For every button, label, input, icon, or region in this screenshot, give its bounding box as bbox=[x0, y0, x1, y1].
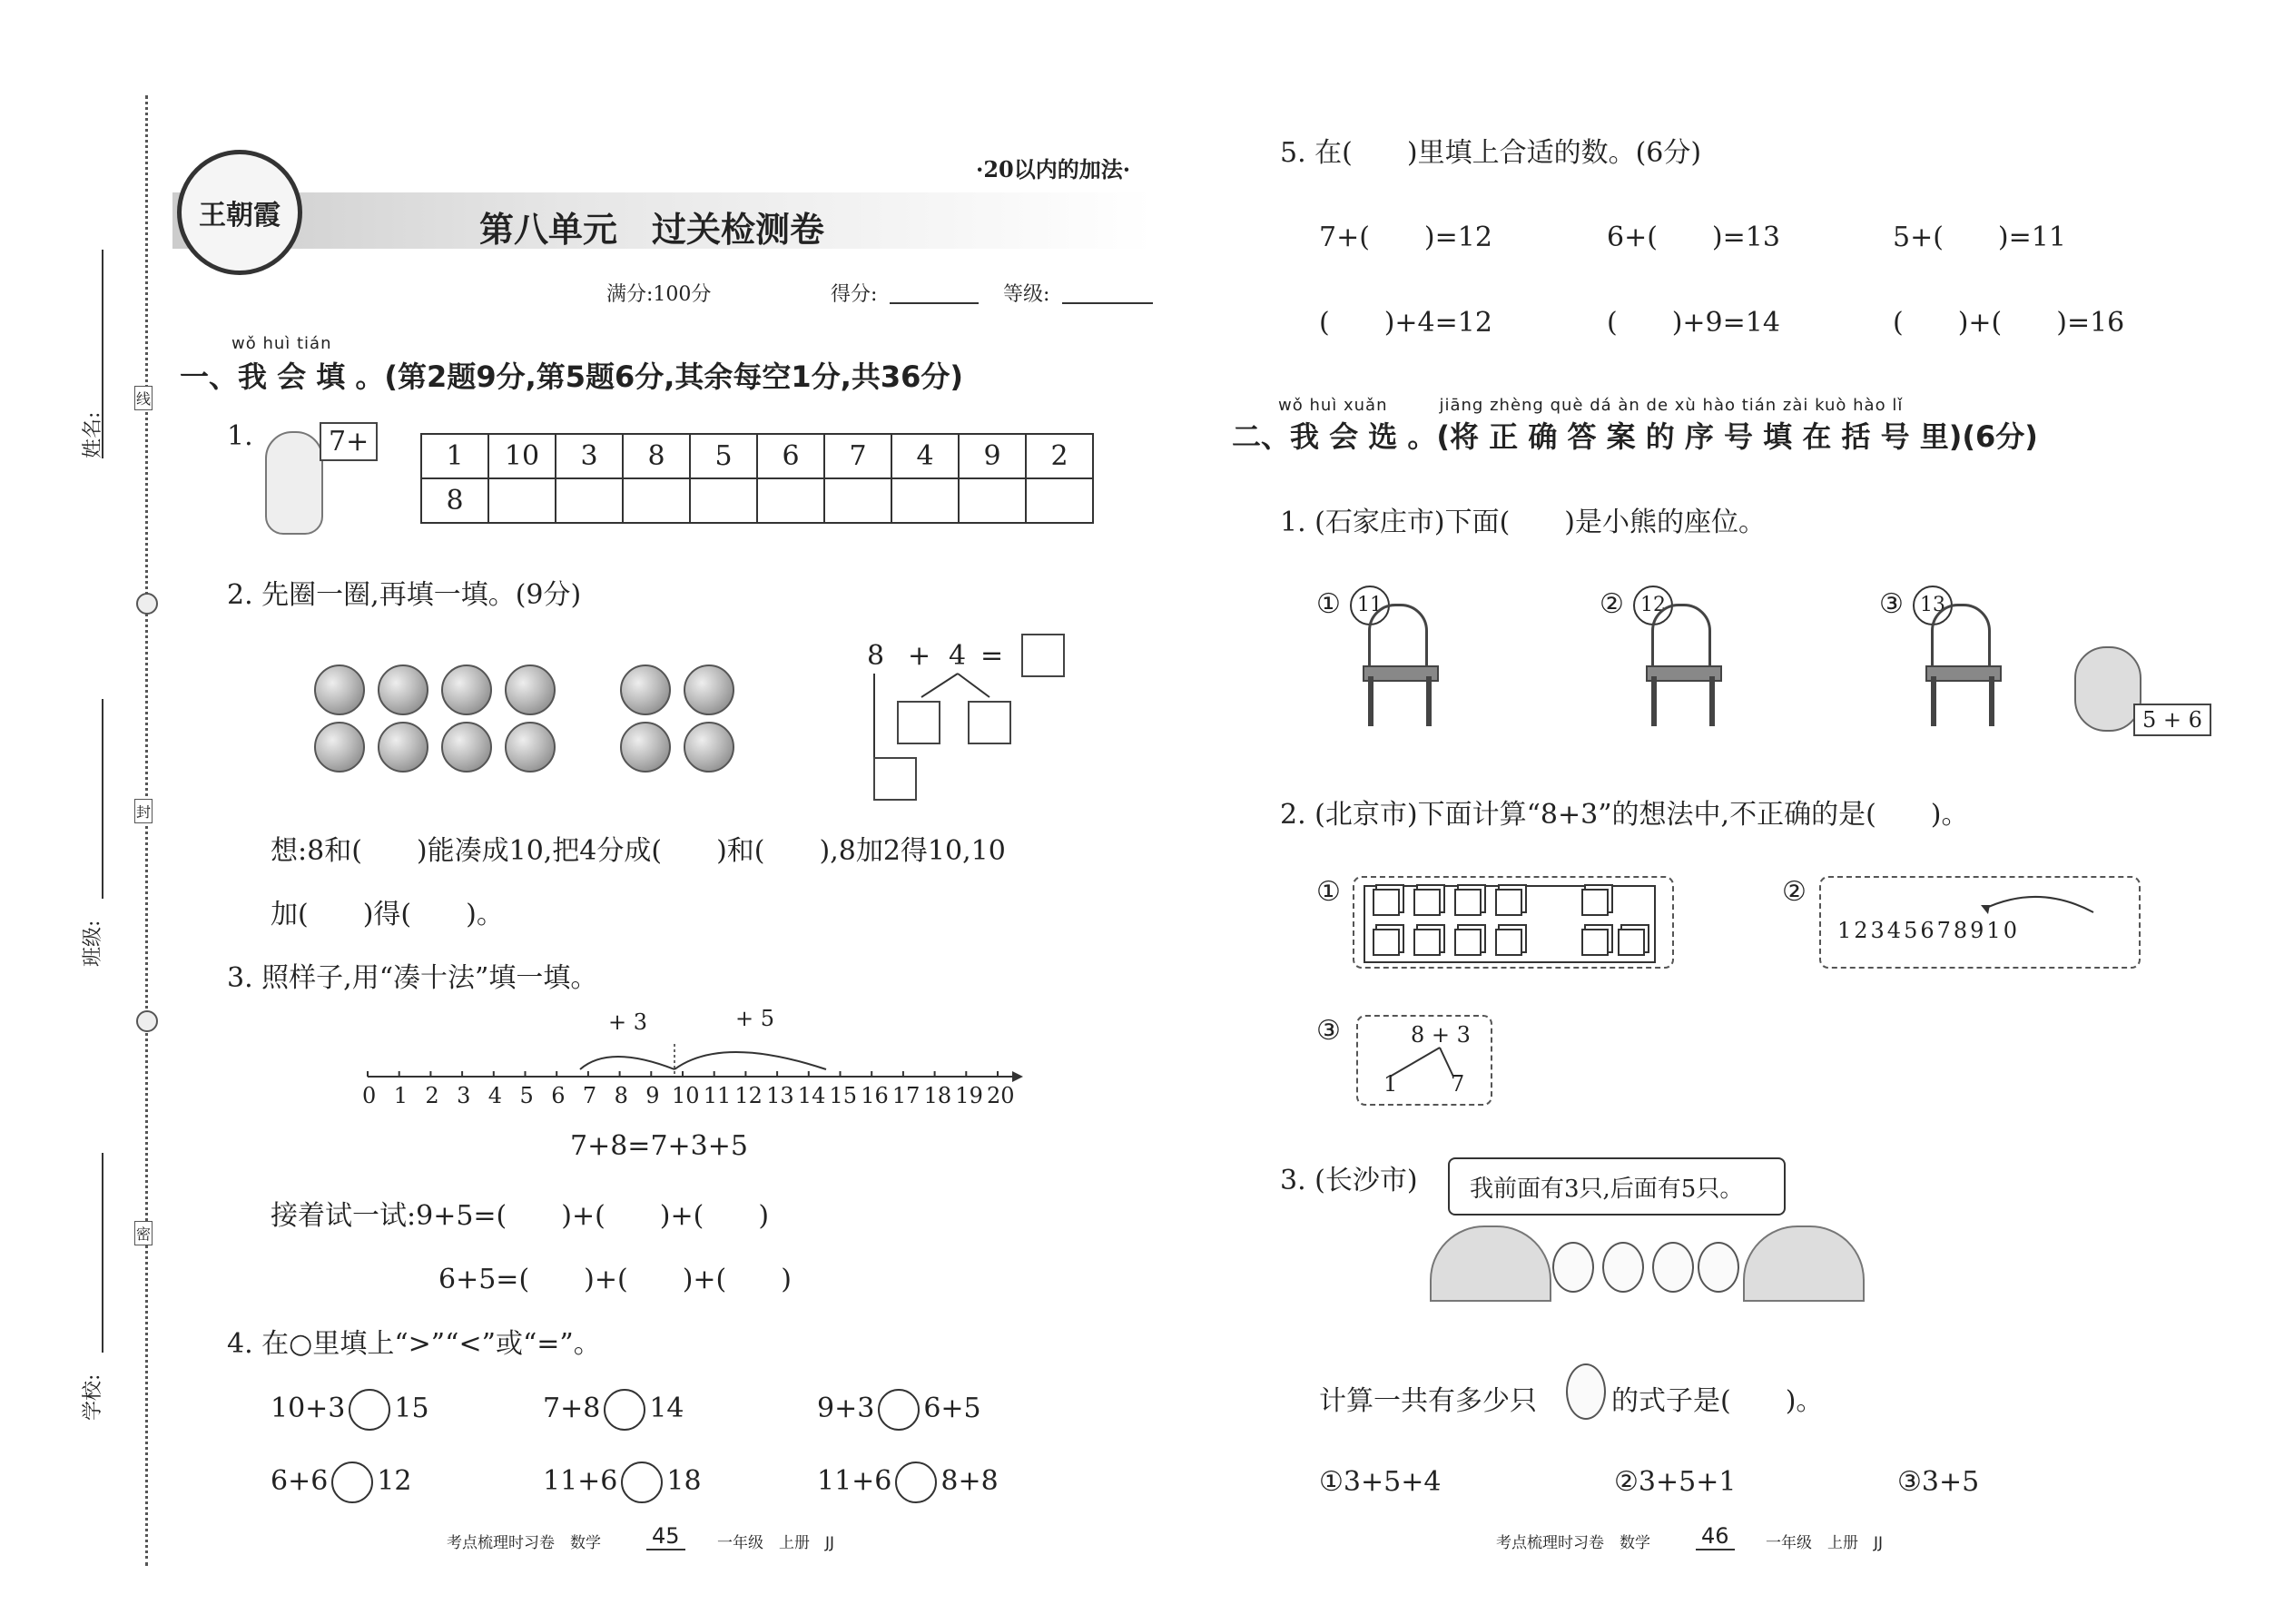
q3-arc2-label: + 5 bbox=[735, 1006, 775, 1031]
tick-label: 14 bbox=[797, 1083, 826, 1108]
c2-option-3-tree[interactable] bbox=[1356, 1015, 1492, 1106]
q4-title: 4. 在○里填上“>”“<”或“=”。 bbox=[227, 1328, 601, 1360]
q2-ten-box[interactable] bbox=[873, 757, 917, 801]
q2-title: 2. 先圈一圈,再填一填。(9分) bbox=[227, 579, 582, 611]
tick-label: 12 bbox=[734, 1083, 763, 1108]
chair-icon bbox=[1931, 604, 1991, 673]
compare-circle[interactable] bbox=[331, 1462, 373, 1503]
q2-split-box-left[interactable] bbox=[897, 701, 940, 744]
answer-cell[interactable] bbox=[891, 478, 959, 523]
tick-label: 15 bbox=[829, 1083, 858, 1108]
footer-grade: 一年级 上册 JJ bbox=[1766, 1534, 1884, 1552]
table-cell: 1 bbox=[421, 434, 488, 478]
tick-label: 2 bbox=[425, 1083, 439, 1108]
answer-cell[interactable] bbox=[556, 478, 623, 523]
ball-icon[interactable] bbox=[378, 664, 428, 715]
q2-eq-right: 4 bbox=[949, 640, 967, 672]
compare-item bbox=[817, 1462, 999, 1503]
c3-option[interactable]: ②3+5+1 bbox=[1614, 1466, 1737, 1498]
ball-icon[interactable] bbox=[505, 664, 556, 715]
grade-blank[interactable] bbox=[1062, 302, 1153, 304]
compare-right: 18 bbox=[666, 1465, 702, 1497]
class-line bbox=[102, 699, 103, 899]
tick-label: 13 bbox=[766, 1083, 794, 1108]
tree-top: 8 + 3 bbox=[1411, 1022, 1471, 1048]
cube-icon bbox=[1454, 889, 1482, 916]
compare-item bbox=[817, 1389, 981, 1431]
section2-pinyin: wǒ huì xuǎn jiāng zhèng què dá àn de xù hào tián zài kuò hào lǐ bbox=[1278, 396, 1904, 415]
speech-text: 我前面有3只,后面有5只。 bbox=[1470, 1176, 1744, 1203]
cube-icon bbox=[1495, 889, 1522, 916]
section1-pinyin: wǒ huì tián bbox=[231, 334, 332, 353]
compare-right: 14 bbox=[649, 1393, 684, 1424]
school-label: 学校: bbox=[82, 1373, 104, 1421]
table-row bbox=[421, 434, 1093, 478]
footer-grade: 一年级 上册 JJ bbox=[717, 1534, 835, 1552]
c3-option[interactable]: ③3+5 bbox=[1897, 1466, 1980, 1498]
compare-circle[interactable] bbox=[878, 1389, 920, 1431]
bear-card: 5 + 6 bbox=[2133, 704, 2211, 736]
cube-icon bbox=[1495, 929, 1522, 956]
compare-circle[interactable] bbox=[349, 1389, 390, 1431]
q5-item: ( )+9=14 bbox=[1607, 307, 1780, 339]
binding-dotted-line bbox=[145, 95, 148, 1566]
compare-left: 9+3 bbox=[817, 1393, 875, 1424]
compare-right: 12 bbox=[377, 1465, 412, 1497]
bear-icon bbox=[2074, 646, 2141, 732]
c3-question-a: 计算一共有多少只 bbox=[1319, 1385, 1537, 1417]
ball-icon[interactable] bbox=[620, 722, 671, 773]
chair-icon bbox=[1368, 604, 1428, 673]
seal-mi: 密 bbox=[134, 1221, 153, 1245]
tick-label: 18 bbox=[923, 1083, 952, 1108]
ball-icon[interactable] bbox=[441, 722, 492, 773]
c2-title: 2. (北京市)下面计算“8+3”的想法中,不正确的是( )。 bbox=[1280, 799, 1969, 831]
tree-left: 1 bbox=[1383, 1071, 1398, 1097]
chick-icon bbox=[1566, 1363, 1606, 1420]
tick-label: 20 bbox=[987, 1083, 1015, 1108]
answer-cell[interactable] bbox=[690, 478, 757, 523]
q3-arc1-label: + 3 bbox=[608, 1009, 648, 1035]
cube-icon bbox=[1581, 929, 1609, 956]
compare-item bbox=[271, 1462, 412, 1503]
compare-item bbox=[271, 1389, 429, 1431]
chair-leg bbox=[1426, 676, 1432, 726]
class-label: 班级: bbox=[82, 920, 104, 967]
answer-cell[interactable] bbox=[623, 478, 690, 523]
q1-table bbox=[420, 433, 1094, 524]
tick-label: 9 bbox=[645, 1083, 660, 1108]
chick-icon bbox=[1652, 1242, 1694, 1293]
compare-circle[interactable] bbox=[895, 1462, 937, 1503]
chick-icon bbox=[1552, 1242, 1594, 1293]
chair-option-3[interactable] bbox=[1913, 586, 2004, 726]
q2-eq-left: 8 bbox=[867, 640, 885, 672]
q2-sum-box[interactable] bbox=[1021, 634, 1065, 677]
ball-icon[interactable] bbox=[378, 722, 428, 773]
school-line bbox=[102, 1153, 103, 1353]
cube-icon bbox=[1581, 889, 1609, 916]
q3-title: 3. 照样子,用“凑十法”填一填。 bbox=[227, 962, 598, 994]
rabbit-sign: 7+ bbox=[320, 422, 378, 461]
chair-option-1[interactable] bbox=[1350, 586, 1441, 726]
chair-leg bbox=[1989, 676, 1994, 726]
q2-line2: 加( )得( )。 bbox=[271, 899, 504, 930]
chair-leg bbox=[1931, 676, 1936, 726]
cube-icon bbox=[1454, 929, 1482, 956]
seat-number: 11 bbox=[1357, 594, 1383, 616]
chair-leg bbox=[1651, 676, 1657, 726]
page-title: 第八单元 过关检测卷 bbox=[479, 210, 825, 250]
tick-label: 8 bbox=[614, 1083, 628, 1108]
q5-item: ( )+4=12 bbox=[1319, 307, 1492, 339]
brand-logo bbox=[177, 150, 302, 275]
footer-series: 考点梳理时习卷 数学 bbox=[447, 1534, 601, 1552]
binding-dot bbox=[136, 593, 158, 615]
chick-icon bbox=[1602, 1242, 1644, 1293]
chair-option-2[interactable] bbox=[1633, 586, 1724, 726]
compare-right: 6+5 bbox=[923, 1393, 981, 1424]
table-cell: 8 bbox=[623, 434, 690, 478]
q3-try: 接着试一试:9+5=( )+( )+( ) bbox=[271, 1200, 770, 1232]
answer-cell[interactable] bbox=[488, 478, 556, 523]
tick-label: 17 bbox=[891, 1083, 921, 1108]
q5-item: ( )+( )=16 bbox=[1893, 307, 2125, 339]
c1-option-label: ② bbox=[1600, 588, 1624, 620]
compare-left: 10+3 bbox=[271, 1393, 346, 1424]
seat-number: 12 bbox=[1640, 594, 1666, 616]
table-cell: 7 bbox=[824, 434, 891, 478]
table-cell: 2 bbox=[1026, 434, 1093, 478]
c1-option-label: ③ bbox=[1879, 588, 1904, 620]
q2-eq-plus: + bbox=[908, 640, 931, 672]
answer-cell[interactable] bbox=[1026, 478, 1093, 523]
section1-title: 一、我 会 填 。(第2题9分,第5题6分,其余每空1分,共36分) bbox=[180, 359, 964, 394]
c2-option-1-cubes[interactable] bbox=[1353, 876, 1674, 969]
c3-question-b: 的式子是( )。 bbox=[1611, 1385, 1824, 1417]
cube-icon bbox=[1413, 889, 1441, 916]
c3-option[interactable]: ①3+5+4 bbox=[1319, 1466, 1442, 1498]
score-label: 得分: bbox=[831, 283, 878, 306]
compare-left: 11+6 bbox=[543, 1465, 618, 1497]
tick-label: 6 bbox=[551, 1083, 566, 1108]
cube-icon bbox=[1373, 929, 1400, 956]
chair-leg bbox=[1368, 676, 1373, 726]
cube-icon bbox=[1618, 929, 1645, 956]
c1-title: 1. (石家庄市)下面( )是小熊的座位。 bbox=[1280, 507, 1766, 538]
q5-item: 7+( )=12 bbox=[1319, 221, 1492, 253]
rabbit-icon bbox=[265, 431, 323, 535]
compare-item bbox=[543, 1462, 702, 1503]
tick-label: 0 bbox=[362, 1083, 377, 1108]
caterpillar-numbers: 12345678910 bbox=[1837, 918, 2020, 943]
q5-item: 6+( )=13 bbox=[1607, 221, 1780, 253]
table-cell: 5 bbox=[690, 434, 757, 478]
tick-label: 7 bbox=[582, 1083, 597, 1108]
bush-left bbox=[1430, 1225, 1551, 1302]
table-cell: 6 bbox=[757, 434, 824, 478]
bush-right bbox=[1743, 1225, 1865, 1302]
tick-label: 4 bbox=[487, 1083, 503, 1108]
c3-title: 3. (长沙市) bbox=[1280, 1165, 1418, 1196]
seal-feng: 封 bbox=[134, 799, 153, 823]
chair-leg bbox=[1709, 676, 1715, 726]
footer-series: 考点梳理时习卷 数学 bbox=[1496, 1534, 1650, 1552]
tick-label: 1 bbox=[393, 1083, 408, 1108]
c2-option-label: ② bbox=[1782, 876, 1807, 908]
q5-item: 5+( )=11 bbox=[1893, 221, 2066, 253]
c2-option-label: ③ bbox=[1316, 1015, 1341, 1047]
table-cell: 4 bbox=[891, 434, 959, 478]
chick-icon bbox=[1698, 1242, 1739, 1293]
full-score: 满分:100分 bbox=[606, 283, 712, 306]
answer-cell[interactable] bbox=[959, 478, 1026, 523]
tick-label: 3 bbox=[457, 1083, 471, 1108]
table-cell: 10 bbox=[488, 434, 556, 478]
section2-title: 二、我 会 选 。(将 正 确 答 案 的 序 号 填 在 括 号 里)(6分) bbox=[1232, 419, 2038, 454]
seat-number: 13 bbox=[1920, 594, 1945, 616]
footer-page-number: 46 bbox=[1696, 1523, 1735, 1550]
tick-label: 5 bbox=[519, 1083, 534, 1108]
table-row bbox=[421, 478, 1093, 523]
caterpillar-arrow bbox=[1975, 883, 2102, 920]
unit-tag: ·20以内的加法· bbox=[976, 156, 1131, 182]
compare-right: 15 bbox=[394, 1393, 429, 1424]
q2-split-box-right[interactable] bbox=[968, 701, 1011, 744]
c2-option-label: ① bbox=[1316, 876, 1341, 908]
c2-option-2-caterpillar[interactable] bbox=[1819, 876, 2141, 969]
tick-label: 11 bbox=[703, 1083, 732, 1108]
q1-number: 1. bbox=[227, 420, 253, 452]
binding-dot bbox=[136, 1010, 158, 1032]
tick-label: 16 bbox=[861, 1083, 889, 1108]
q5-title: 5. 在( )里填上合适的数。(6分) bbox=[1280, 137, 1702, 169]
tree-right: 7 bbox=[1451, 1071, 1465, 1097]
chair-icon bbox=[1651, 604, 1711, 673]
ball-icon[interactable] bbox=[684, 722, 734, 773]
q2-line1: 想:8和( )能凑成10,把4分成( )和( ),8加2得10,10 bbox=[271, 835, 1006, 867]
ball-icon[interactable] bbox=[620, 664, 671, 715]
footer-page-number: 45 bbox=[646, 1523, 685, 1550]
table-cell: 3 bbox=[556, 434, 623, 478]
score-blank[interactable] bbox=[890, 302, 979, 304]
seal-xian: 线 bbox=[134, 386, 153, 410]
ball-icon[interactable] bbox=[684, 664, 734, 715]
compare-item bbox=[543, 1389, 684, 1431]
compare-left: 7+8 bbox=[543, 1393, 601, 1424]
name-label: 姓名: bbox=[82, 411, 104, 458]
answer-cell[interactable] bbox=[824, 478, 891, 523]
compare-left: 11+6 bbox=[817, 1465, 892, 1497]
q2-eq-equals: = bbox=[980, 640, 1004, 672]
cube-icon bbox=[1373, 889, 1400, 916]
compare-circle[interactable] bbox=[621, 1462, 663, 1503]
q3-example: 7+8=7+3+5 bbox=[570, 1130, 748, 1162]
ball-icon[interactable] bbox=[314, 722, 365, 773]
tick-label: 19 bbox=[955, 1083, 983, 1108]
brand-logo-text: 王朝霞 bbox=[199, 200, 281, 231]
table-cell: 9 bbox=[959, 434, 1026, 478]
grade-label: 等级: bbox=[1003, 283, 1050, 306]
ball-icon[interactable] bbox=[314, 664, 365, 715]
table-cell: 8 bbox=[421, 478, 488, 523]
cube-icon bbox=[1413, 929, 1441, 956]
answer-cell[interactable] bbox=[757, 478, 824, 523]
tick-label: 10 bbox=[672, 1083, 700, 1108]
compare-left: 6+6 bbox=[271, 1465, 329, 1497]
c1-option-label: ① bbox=[1316, 588, 1341, 620]
ball-icon[interactable] bbox=[505, 722, 556, 773]
speech-bubble bbox=[1448, 1157, 1786, 1216]
ball-icon[interactable] bbox=[441, 664, 492, 715]
compare-circle[interactable] bbox=[604, 1389, 645, 1431]
q3-try2: 6+5=( )+( )+( ) bbox=[438, 1264, 792, 1295]
compare-right: 8+8 bbox=[940, 1465, 999, 1497]
